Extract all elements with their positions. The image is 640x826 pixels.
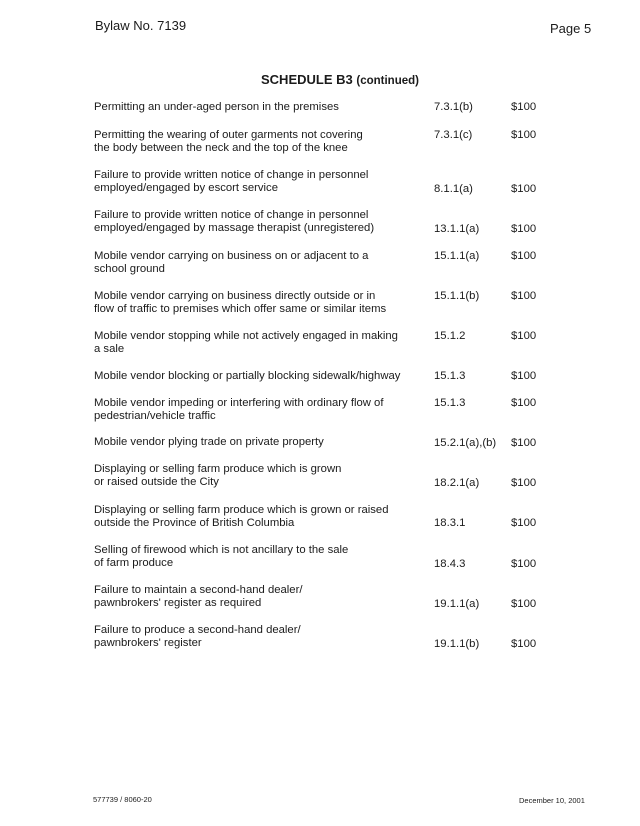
bylaw-section: 18.2.1(a) bbox=[434, 477, 480, 489]
bylaw-section: 13.1.1(a) bbox=[434, 223, 480, 235]
offence-description: Permitting the wearing of outer garments not covering the body between the neck and the top of the knee bbox=[94, 129, 363, 154]
offence-description: Mobile vendor impeding or interfering with ordinary flow of pedestrian/vehicle traffic bbox=[94, 397, 384, 422]
fine-amount: $100 bbox=[511, 638, 537, 650]
fine-amount: $100 bbox=[511, 558, 537, 570]
fine-amount: $100 bbox=[511, 101, 537, 113]
offence-description: Mobile vendor blocking or partially blocking sidewalk/highway bbox=[94, 370, 401, 382]
bylaw-section: 18.4.3 bbox=[434, 558, 466, 570]
bylaw-section: 15.1.1(a) bbox=[434, 250, 480, 262]
fine-amount: $100 bbox=[511, 183, 537, 195]
fine-amount: $100 bbox=[511, 370, 537, 382]
schedule-title-main: SCHEDULE B3 bbox=[261, 72, 353, 87]
fine-amount: $100 bbox=[511, 330, 537, 342]
schedule-title bbox=[0, 72, 640, 87]
bylaw-section: 15.1.2 bbox=[434, 330, 466, 342]
document-date: December 10, 2001 bbox=[519, 796, 585, 805]
offence-description: Displaying or selling farm produce which is grown or raised outside the Province of British Columbia bbox=[94, 504, 389, 529]
offence-description: Mobile vendor plying trade on private property bbox=[94, 436, 324, 448]
offence-description: Mobile vendor stopping while not actively engaged in making a sale bbox=[94, 330, 398, 355]
bylaw-section: 15.1.1(b) bbox=[434, 290, 480, 302]
fine-amount: $100 bbox=[511, 223, 537, 235]
offence-description: Failure to provide written notice of change in personnel employed/engaged by massage therapist (unregistered) bbox=[94, 209, 375, 234]
offence-description: Failure to produce a second-hand dealer/ pawnbrokers' register bbox=[94, 624, 301, 649]
offence-description: Failure to maintain a second-hand dealer/ pawnbrokers' register as required bbox=[94, 584, 303, 609]
fine-amount: $100 bbox=[511, 477, 537, 489]
bylaw-section: 15.1.3 bbox=[434, 397, 466, 409]
offence-description: Mobile vendor carrying on business on or adjacent to a school ground bbox=[94, 250, 369, 275]
bylaw-section: 18.3.1 bbox=[434, 517, 466, 529]
fine-amount: $100 bbox=[511, 517, 537, 529]
offence-description: Selling of firewood which is not ancillary to the sale of farm produce bbox=[94, 544, 349, 569]
page-number: Page 5 bbox=[550, 21, 592, 36]
fine-amount: $100 bbox=[511, 129, 537, 141]
bylaw-section: 8.1.1(a) bbox=[434, 183, 473, 195]
bylaw-section: 19.1.1(a) bbox=[434, 598, 480, 610]
bylaw-section: 15.2.1(a),(b) bbox=[434, 437, 497, 449]
offence-description: Permitting an under-aged person in the premises bbox=[94, 101, 339, 113]
fine-amount: $100 bbox=[511, 397, 537, 409]
fine-amount: $100 bbox=[511, 598, 537, 610]
offence-description: Displaying or selling farm produce which is grown or raised outside the City bbox=[94, 463, 342, 488]
schedule-title-suffix: (continued) bbox=[356, 75, 419, 87]
bylaw-section: 15.1.3 bbox=[434, 370, 466, 382]
fine-amount: $100 bbox=[511, 437, 537, 449]
bylaw-section: 7.3.1(c) bbox=[434, 129, 473, 141]
fine-amount: $100 bbox=[511, 290, 537, 302]
document-reference: 577739 / 8060-20 bbox=[93, 795, 152, 804]
offence-description: Mobile vendor carrying on business directly outside or in flow of traffic to premises which offer same or similar items bbox=[94, 290, 387, 315]
bylaw-number: Bylaw No. 7139 bbox=[95, 18, 187, 33]
fine-amount: $100 bbox=[511, 250, 537, 262]
bylaw-section: 7.3.1(b) bbox=[434, 101, 473, 113]
offence-description: Failure to provide written notice of change in personnel employed/engaged by escort service bbox=[94, 169, 369, 194]
bylaw-section: 19.1.1(b) bbox=[434, 638, 480, 650]
